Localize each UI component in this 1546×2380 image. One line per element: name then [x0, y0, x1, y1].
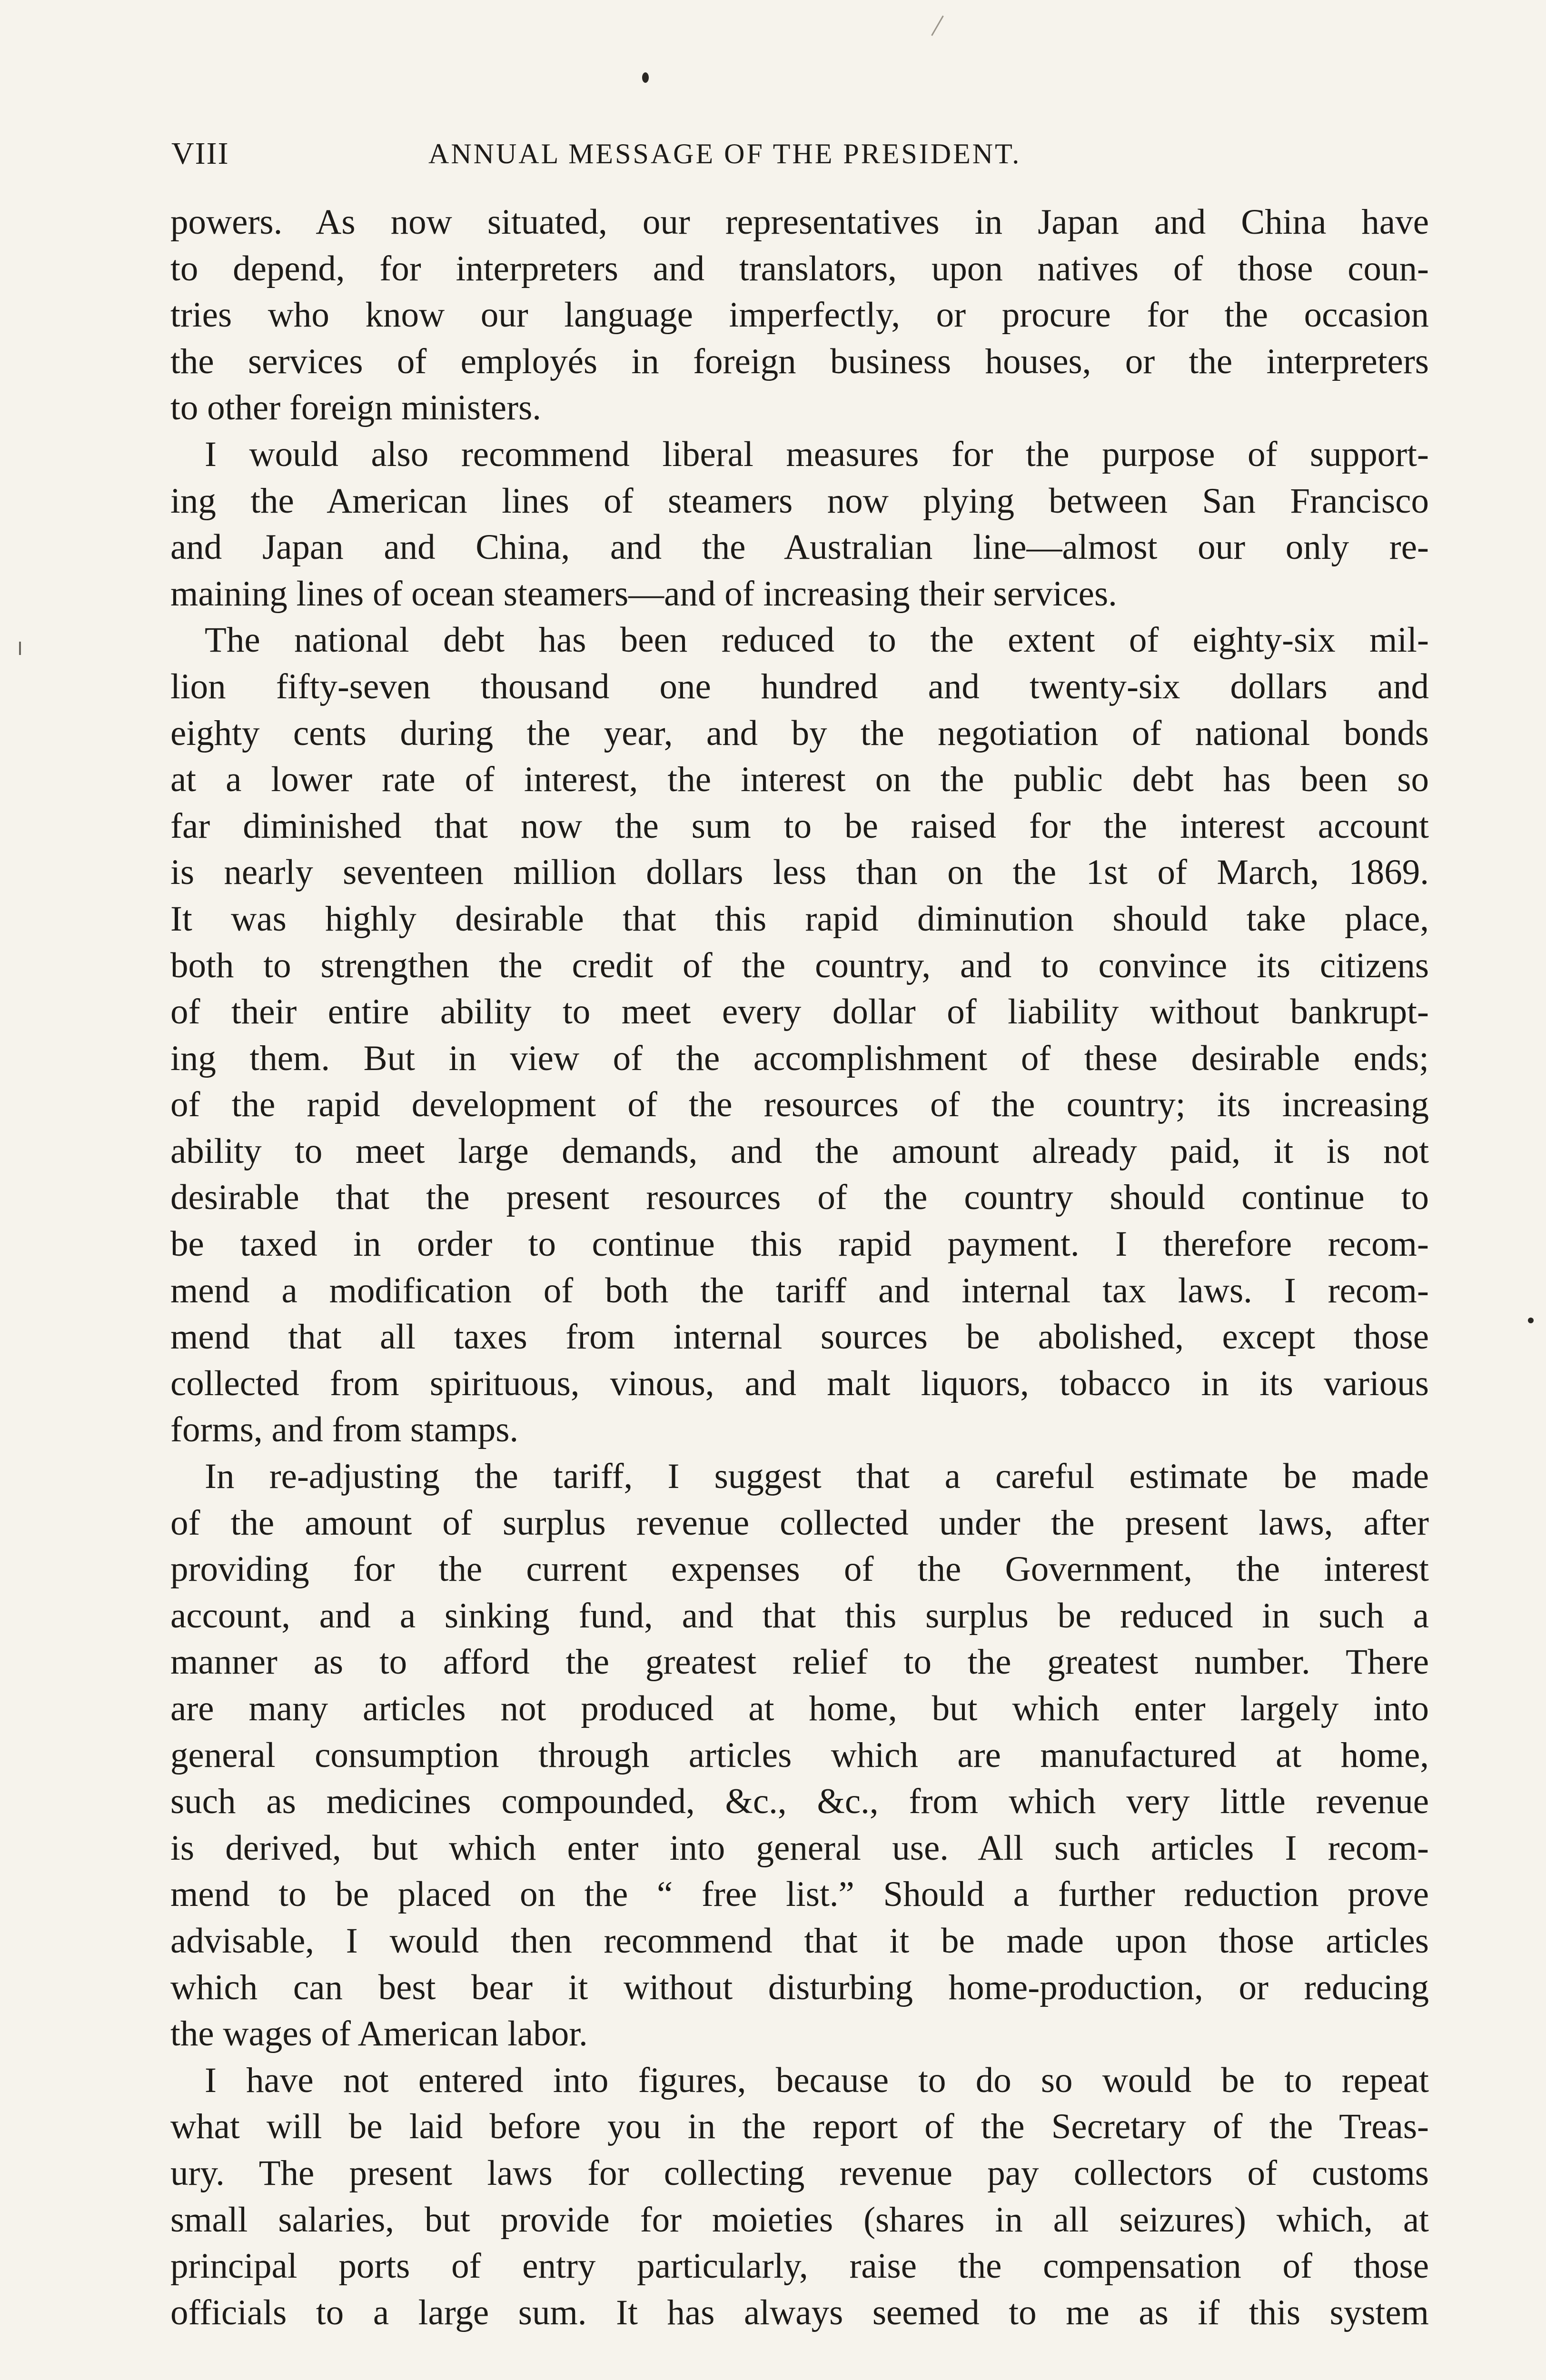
text-line: powers. As now situated, our representatives in Japan and China have: [170, 202, 1429, 242]
text-line: the services of employés in foreign business houses, or the interpreters: [170, 341, 1429, 381]
text-line: be taxed in order to continue this rapid payment. I therefore recom-: [170, 1224, 1429, 1264]
printer-dot-mark: [642, 72, 649, 83]
running-title: ANNUAL MESSAGE OF THE PRESIDENT.: [428, 138, 1021, 169]
text-line: ability to meet large demands, and the amount already paid, it is not: [170, 1131, 1429, 1171]
text-line: maining lines of ocean steamers—and of increasing their services.: [170, 574, 1117, 614]
text-line: manner as to afford the greatest relief to the greatest number. There: [170, 1642, 1429, 1682]
text-line: what will be laid before you in the report of the Secretary of the Treas-: [170, 2107, 1429, 2147]
text-line: are many articles not produced at home, but which enter largely into: [170, 1689, 1429, 1728]
text-line: which can best bear it without disturbing home-production, or reducing: [170, 1967, 1429, 2007]
paragraph-first-line: I have not entered into figures, because to do so would be to repeat: [205, 2060, 1429, 2100]
margin-mark-left: [19, 642, 21, 655]
text-line: eighty cents during the year, and by the negotiation of national bonds: [170, 713, 1429, 753]
text-line: mend that all taxes from internal sources be abolished, except those: [170, 1317, 1429, 1357]
text-line: of their entire ability to meet every dollar of liability without bankrupt-: [170, 992, 1429, 1032]
text-line: forms, and from stamps.: [170, 1410, 519, 1450]
text-line: general consumption through articles which are manufactured at home,: [170, 1735, 1429, 1775]
text-line: ury. The present laws for collecting revenue pay collectors of customs: [170, 2153, 1429, 2193]
text-line: ing them. But in view of the accomplishment of these desirable ends;: [170, 1038, 1429, 1078]
text-line: both to strengthen the credit of the country, and to convince its citizens: [170, 945, 1429, 985]
text-line: officials to a large sum. It has always seemed to me as if this system: [170, 2292, 1429, 2332]
paragraph-first-line: I would also recommend liberal measures for the purpose of support-: [205, 434, 1429, 474]
text-line: providing for the current expenses of the Government, the interest: [170, 1549, 1429, 1589]
text-line: of the rapid development of the resources of the country; its increasing: [170, 1085, 1429, 1125]
text-line: is nearly seventeen million dollars less than on the 1st of March, 1869.: [170, 853, 1429, 892]
text-line: small salaries, but provide for moieties (shares in all seizures) which, at: [170, 2200, 1429, 2240]
margin-mark-right: [1528, 1318, 1534, 1323]
text-line: to depend, for interpreters and translators, upon natives of those coun-: [170, 248, 1429, 288]
text-line: It was highly desirable that this rapid diminution should take place,: [170, 899, 1429, 939]
text-line: collected from spirituous, vinous, and malt liquors, tobacco in its various: [170, 1363, 1429, 1403]
text-line: ing the American lines of steamers now plying between San Francisco: [170, 481, 1429, 521]
text-line: mend a modification of both the tariff and internal tax laws. I recom-: [170, 1270, 1429, 1310]
text-line: and Japan and China, and the Australian line—almost our only re-: [170, 527, 1429, 567]
paragraph-first-line: In re-adjusting the tariff, I suggest that a careful estimate be made: [205, 1457, 1429, 1497]
paragraph-first-line: The national debt has been reduced to the extent of eighty-six mil-: [205, 620, 1429, 660]
text-line: principal ports of entry particularly, raise the compensation of those: [170, 2246, 1429, 2286]
page-number: VIII: [171, 136, 229, 171]
text-line: is derived, but which enter into general use. All such articles I recom-: [170, 1828, 1429, 1868]
text-line: tries who know our language imperfectly, or procure for the occasion: [170, 295, 1429, 335]
stray-pen-mark: [931, 15, 944, 36]
text-line: advisable, I would then recommend that it be made upon those articles: [170, 1921, 1429, 1961]
text-line: desirable that the present resources of the country should continue to: [170, 1178, 1429, 1218]
text-line: the wages of American labor.: [170, 2014, 588, 2054]
text-line: lion fifty-seven thousand one hundred and twenty-six dollars and: [170, 666, 1429, 706]
text-line: at a lower rate of interest, the interest on the public debt has been so: [170, 760, 1429, 800]
body-text: [170, 199, 1429, 2336]
text-line: of the amount of surplus revenue collected under the present laws, after: [170, 1503, 1429, 1543]
text-line: to other foreign ministers.: [170, 388, 542, 428]
text-line: far diminished that now the sum to be raised for the interest account: [170, 806, 1429, 846]
text-line: mend to be placed on the “ free list.” Should a further reduction prove: [170, 1874, 1429, 1914]
running-head: [171, 132, 1428, 175]
text-line: account, and a sinking fund, and that this surplus be reduced in such a: [170, 1596, 1429, 1636]
text-line: such as medicines compounded, &c., &c., from which very little revenue: [170, 1782, 1429, 1822]
